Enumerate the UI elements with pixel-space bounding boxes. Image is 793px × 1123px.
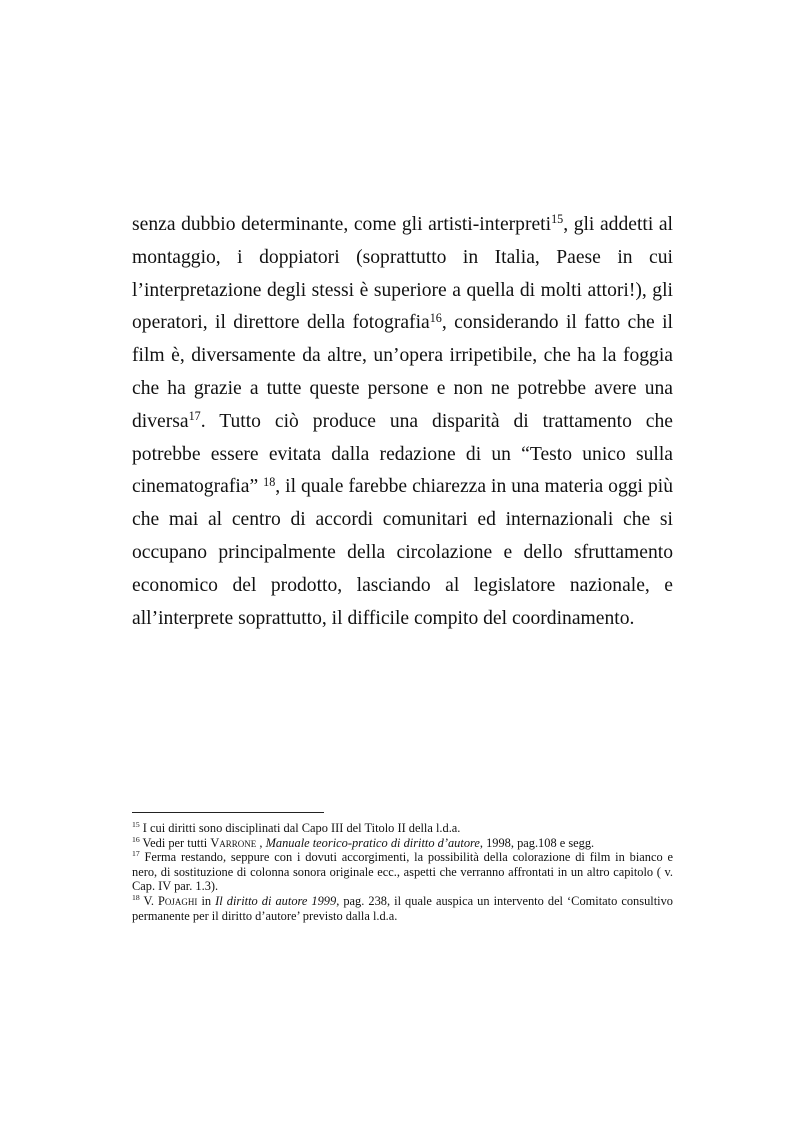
footnote-ref-16[interactable]: 16 [429,310,442,325]
body-paragraph [132,209,673,635]
footnote-ref-15[interactable]: 15 [551,212,564,227]
footnote-text: , pag. 238, il quale auspica un intervento del ‘Comitato consultivo permanente per il diritto d’autore’ previsto dalla l.d.a. [132,893,673,923]
footnote-cited-title: Manuale teorico-pratico di diritto d’autore [265,835,480,850]
footnote-ref-18[interactable]: 18 [263,474,276,489]
footnote-number: 15 [132,819,140,829]
footnote-text: I cui diritti sono disciplinati dal Capo III del Titolo II della l.d.a. [139,821,461,835]
body-text-segment: . Tutto ciò produce una disparità di trattamento che potrebbe essere evitata dalla redazione di un “Testo unico sulla cinematografia” [132,410,673,498]
footnote-author: Varrone [210,835,257,850]
footnote-17 [132,850,673,894]
footnote-cited-title: Il diritto di autore 1999 [215,893,337,908]
footnote-ref-17[interactable]: 17 [188,409,201,424]
footnotes-section [132,821,673,923]
footnote-text: Ferma restando, seppure con i dovuti accorgimenti, la possibilità della colorazione di film in bianco e nero, di sostituzione di colonna sonora originale ecc., aspetti che verranno affrontati in un altro capitolo ( v. Cap. IV par. 1.3). [132,850,673,894]
footnote-text: Vedi per tutti [139,835,211,850]
footnote-separator [132,812,324,813]
footnote-author: Pojaghi [158,893,198,908]
body-text-segment: senza dubbio determinante, come gli artisti-interpreti [132,214,552,235]
footnote-text: in [197,893,216,908]
footnote-number: 17 [132,849,140,859]
body-text-segment: , considerando il fatto che il film è, diversamente da altre, un’opera irripetibile, che ha la foggia che ha grazie a tutte queste persone e non ne potrebbe avere una diversa [132,312,673,432]
footnote-number: 18 [132,892,140,902]
body-text-segment: , il quale farebbe chiarezza in una materia oggi più che mai al centro di accordi comunitari ed internazionali che si occupano principalmente della circolazione e dello sfruttamento economico del prodotto, lasciando al legislatore nazionale, e all’interprete soprattutto, il difficile compito del coordinamento. [132,476,673,629]
footnote-15 [132,821,673,836]
footnote-text: V. [139,893,158,908]
footnote-number: 16 [132,834,140,844]
footnote-text: , 1998, pag.108 e segg. [479,835,595,850]
body-text-segment: , gli addetti al montaggio, i doppiatori (soprattutto in Italia, Paese in cui l’interpretazione degli stessi è superiore a quella di molti attori!), gli operatori, il direttore della fotografia [132,214,673,334]
footnote-18 [132,894,673,923]
footnote-text: , [256,835,266,850]
footnote-16 [132,836,673,851]
